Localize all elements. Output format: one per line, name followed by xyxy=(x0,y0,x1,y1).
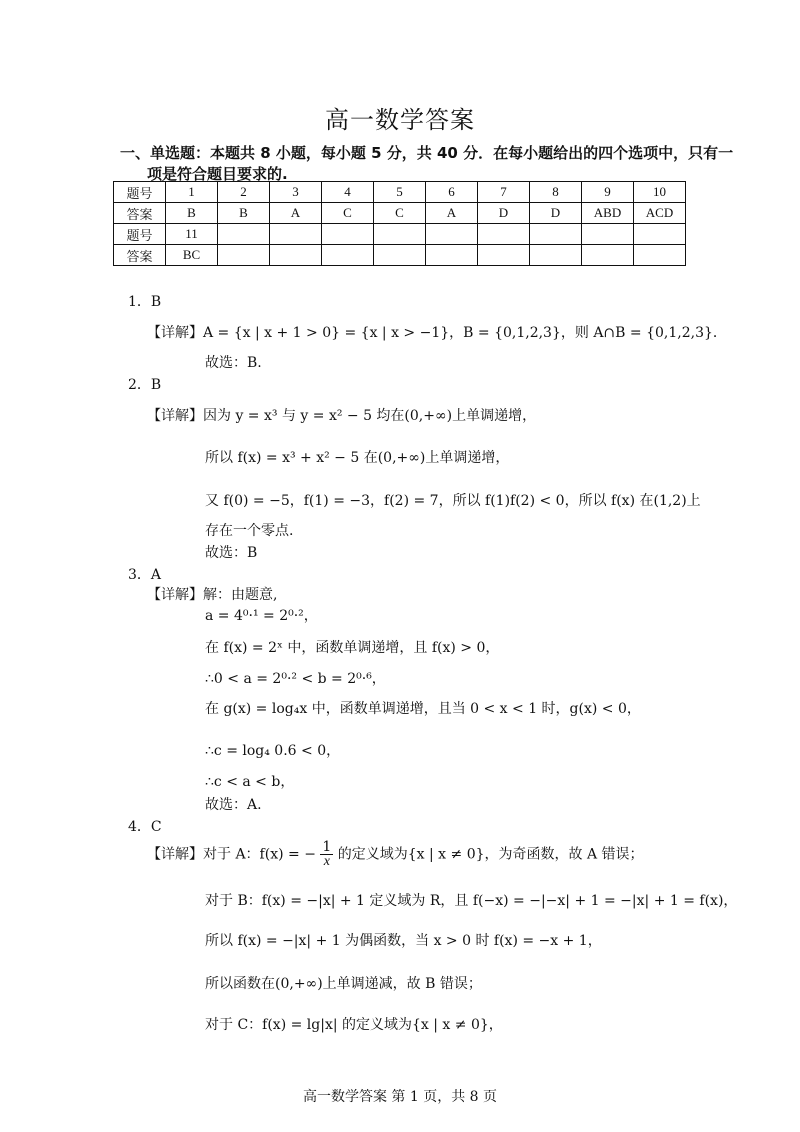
table-cell: A xyxy=(270,203,322,224)
table-cell xyxy=(530,224,582,245)
q2-line2: 所以 f(x) = x³ + x² − 5 在(0,+∞)上单调递增， xyxy=(205,450,510,466)
table-cell: A xyxy=(426,203,478,224)
table-cell: 9 xyxy=(582,182,634,203)
table-cell: C xyxy=(322,203,374,224)
table-cell: C xyxy=(374,203,426,224)
table-cell xyxy=(426,245,478,266)
q2-choice: 故选：B xyxy=(205,545,258,561)
fraction-denominator: x xyxy=(323,854,330,869)
q3-heading: 3．A xyxy=(128,567,162,583)
table-cell: B xyxy=(218,203,270,224)
table-cell: B xyxy=(166,203,218,224)
table-cell xyxy=(634,245,686,266)
table-cell: BC xyxy=(166,245,218,266)
q3-line1: 【详解】解：由题意, xyxy=(147,587,278,603)
table-cell: D xyxy=(530,203,582,224)
table-cell xyxy=(322,245,374,266)
table-cell: D xyxy=(478,203,530,224)
q1-heading: 1．B xyxy=(128,294,162,310)
q3-line4: ∴0 < a = 2⁰·² < b = 2⁰·⁶， xyxy=(205,671,386,687)
table-row xyxy=(114,203,686,224)
table-cell: 6 xyxy=(426,182,478,203)
page-footer: 高一数学答案 第 1 页，共 8 页 xyxy=(302,1089,498,1105)
table-cell xyxy=(322,224,374,245)
table-cell xyxy=(218,245,270,266)
table-cell: 3 xyxy=(270,182,322,203)
q2-heading: 2．B xyxy=(128,377,162,393)
q2-line4: 存在一个零点. xyxy=(205,523,294,539)
table-cell xyxy=(270,224,322,245)
q4-line4: 所以函数在(0,+∞)上单调递减，故 B 错误； xyxy=(205,976,482,992)
table-cell: 题号 xyxy=(114,224,166,245)
table-row xyxy=(114,182,686,203)
q3-line6: ∴c = log₄ 0.6 < 0， xyxy=(205,743,341,759)
table-cell: 8 xyxy=(530,182,582,203)
q4-line1-prefix: 【详解】对于 A：f(x) = − xyxy=(147,846,316,863)
fraction xyxy=(320,840,333,869)
table-cell xyxy=(478,245,530,266)
table-cell: 10 xyxy=(634,182,686,203)
q3-choice: 故选：A. xyxy=(205,797,262,813)
q4-line3: 所以 f(x) = −|x| + 1 为偶函数，当 x > 0 时 f(x) = −x + 1， xyxy=(205,933,602,949)
q4-line5: 对于 C：f(x) = lg|x| 的定义域为{x | x ≠ 0}， xyxy=(205,1017,503,1033)
q4-line1-suffix: 的定义域为{x | x ≠ 0}，为奇函数，故 A 错误； xyxy=(337,846,644,863)
table-cell: 5 xyxy=(374,182,426,203)
table-cell: 答案 xyxy=(114,203,166,224)
table-cell: 11 xyxy=(166,224,218,245)
table-cell xyxy=(582,245,634,266)
table-cell: 答案 xyxy=(114,245,166,266)
table-cell xyxy=(374,245,426,266)
q1-detail: 【详解】A = {x | x + 1 > 0} = {x | x > −1}，B = {0,1,2,3}，则 A∩B = {0,1,2,3}． xyxy=(147,325,727,341)
table-cell xyxy=(374,224,426,245)
table-cell: 2 xyxy=(218,182,270,203)
page-title: 高一数学答案 xyxy=(325,106,475,134)
table-row xyxy=(114,245,686,266)
table-cell xyxy=(478,224,530,245)
answer-table xyxy=(113,181,686,266)
fraction-numerator: 1 xyxy=(322,839,332,855)
table-cell: 4 xyxy=(322,182,374,203)
table-row xyxy=(114,224,686,245)
table-cell: 7 xyxy=(478,182,530,203)
q3-line5: 在 g(x) = log₄x 中，函数单调递增，且当 0 < x < 1 时，g(x) < 0， xyxy=(205,701,641,717)
section-heading-line1: 一、单选题：本题共 8 小题，每小题 5 分，共 40 分．在每小题给出的四个选项中，只有一 xyxy=(120,144,734,162)
q2-line3: 又 f(0) = −5，f(1) = −3，f(2) = 7，所以 f(1)f(2) < 0，所以 f(x) 在(1,2)上 xyxy=(205,493,701,509)
table-cell xyxy=(426,224,478,245)
table-cell xyxy=(530,245,582,266)
q3-line2: a = 4⁰·¹ = 2⁰·²， xyxy=(205,608,318,624)
q3-line3: 在 f(x) = 2ˣ 中，函数单调递增，且 f(x) > 0， xyxy=(205,640,500,656)
q4-line1 xyxy=(147,840,644,869)
table-cell: 1 xyxy=(166,182,218,203)
table-cell xyxy=(270,245,322,266)
q1-choice: 故选：B. xyxy=(205,355,262,371)
q2-line1: 【详解】因为 y = x³ 与 y = x² − 5 均在(0,+∞)上单调递增， xyxy=(147,408,537,424)
table-cell: 题号 xyxy=(114,182,166,203)
section-heading-line2: 项是符合题目要求的. xyxy=(147,165,288,183)
table-cell xyxy=(218,224,270,245)
table-cell: ACD xyxy=(634,203,686,224)
q3-line7: ∴c < a < b， xyxy=(205,774,295,790)
table-cell: ABD xyxy=(582,203,634,224)
table-cell xyxy=(634,224,686,245)
table-cell xyxy=(582,224,634,245)
q4-line2: 对于 B：f(x) = −|x| + 1 定义域为 R，且 f(−x) = −|−x| + 1 = −|x| + 1 = f(x)， xyxy=(205,893,738,909)
q4-heading: 4．C xyxy=(128,819,162,835)
